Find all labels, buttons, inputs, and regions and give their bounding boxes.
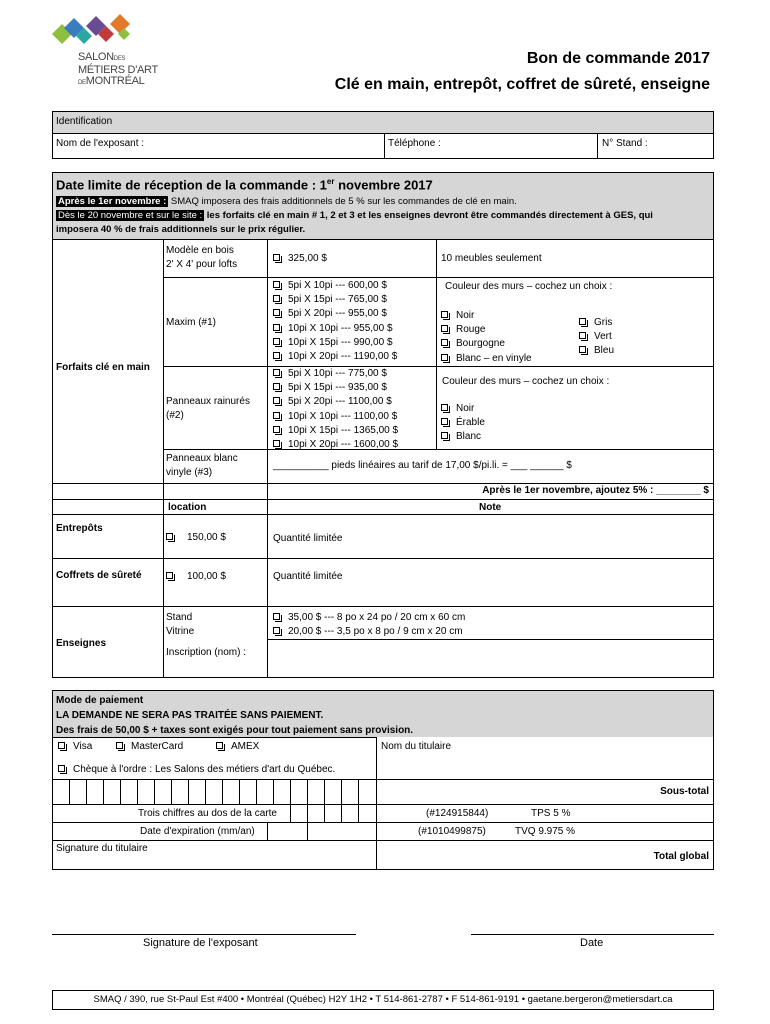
maxim-option-6[interactable]: 10pi X 20pi --- 1190,00 $ xyxy=(273,350,397,364)
rainures-option-6[interactable]: 10pi X 20pi --- 1600,00 $ xyxy=(273,438,398,452)
phone-field[interactable]: Téléphone : xyxy=(388,138,441,149)
mastercard-option[interactable]: MasterCard xyxy=(116,741,183,752)
maxim-colors-right[interactable] xyxy=(579,316,614,359)
enseignes-label: Enseignes xyxy=(56,638,107,649)
inscription-field[interactable]: Inscription (nom) : xyxy=(166,647,247,658)
rainures-option-1[interactable]: 5pi X 10pi --- 775,00 $ xyxy=(273,367,398,381)
color-noir-2[interactable]: Noir xyxy=(441,402,485,416)
date-line[interactable] xyxy=(471,934,714,935)
payment-title: Mode de paiement xyxy=(56,695,144,706)
tps-label: TPS 5 % xyxy=(531,808,571,819)
logo-mosaic-icon xyxy=(52,14,134,48)
maxim-wall-title: Couleur des murs – cochez un choix : xyxy=(445,281,613,292)
logo-line2: MÉTIERS D'ART xyxy=(78,64,158,76)
stand-number-field[interactable]: N° Stand : xyxy=(602,138,648,149)
deadline-title: Date limite de réception de la commande : 1er novembre 2017 xyxy=(56,177,433,193)
logo-line3-small: DE xyxy=(78,80,86,86)
color-erable[interactable]: Érable xyxy=(441,416,485,430)
entrepots-option[interactable]: 150,00 $ xyxy=(166,532,226,543)
footer xyxy=(52,990,714,1010)
tps-number: (#124915844) xyxy=(426,808,489,819)
color-gris[interactable]: Gris xyxy=(579,316,614,330)
deadline-line1: Après le 1er novembre : SMAQ imposera des frais additionnels de 5 % sur les commandes de clé en main. xyxy=(58,196,517,207)
col-note-header: Note xyxy=(479,502,502,513)
rainures-option-5[interactable]: 10pi X 15pi --- 1365,00 $ xyxy=(273,424,398,438)
model-bois-label: Modèle en bois 2' X 4' pour lofts xyxy=(166,245,238,271)
page-title: Bon de commande 2017 xyxy=(526,50,710,67)
checkbox[interactable] xyxy=(273,254,280,261)
exhibitor-signature-line[interactable] xyxy=(52,934,356,935)
page-subtitle: Clé en main, entrepôt, coffret de sûreté, enseigne xyxy=(334,76,710,93)
maxim-option-1[interactable]: 5pi X 10pi --- 600,00 $ xyxy=(273,279,397,293)
amex-option[interactable]: AMEX xyxy=(216,741,259,752)
cvv-label: Trois chiffres au dos de la carte xyxy=(138,808,277,819)
entrepots-note: Quantité limitée xyxy=(273,533,343,544)
maxim-option-2[interactable]: 5pi X 15pi --- 765,00 $ xyxy=(273,293,397,307)
expiry-label: Date d'expiration (mm/an) xyxy=(140,826,255,837)
maxim-option-3[interactable]: 5pi X 20pi --- 955,00 $ xyxy=(273,307,397,321)
visa-option[interactable]: Visa xyxy=(58,741,92,752)
enseignes-types: Stand Vitrine xyxy=(166,612,195,638)
color-noir[interactable]: Noir xyxy=(441,309,532,323)
payment-section xyxy=(52,690,714,870)
date-label: Date xyxy=(580,937,604,949)
maxim-colors-left[interactable] xyxy=(441,309,532,366)
identification-heading: Identification xyxy=(56,116,113,127)
rainures-options[interactable] xyxy=(273,367,398,452)
coffrets-note: Quantité limitée xyxy=(273,571,343,582)
rainures-option-3[interactable]: 5pi X 20pi --- 1100,00 $ xyxy=(273,395,398,409)
deadline-forfaits-section xyxy=(52,172,714,678)
maxim-options[interactable] xyxy=(273,279,397,364)
footer-text: SMAQ / 390, rue St-Paul Est #400 • Montréal (Québec) H2Y 1H2 • T 514-861-2787 • F 514-861-9191 • gaetane.bergeron@metiersdart.ca xyxy=(93,994,673,1005)
color-bourgogne[interactable]: Bourgogne xyxy=(441,337,532,351)
enseigne-stand-option[interactable]: 35,00 $ --- 8 po x 24 po / 20 cm x 60 cm xyxy=(273,611,465,625)
entrepots-label: Entrepôts xyxy=(56,523,103,534)
rainures-option-2[interactable]: 5pi X 15pi --- 935,00 $ xyxy=(273,381,398,395)
col-location-header: location xyxy=(168,502,207,513)
rainures-option-4[interactable]: 10pi X 10pi --- 1100,00 $ xyxy=(273,410,398,424)
color-blanc-vinyle[interactable]: Blanc – en vinyle xyxy=(441,352,532,366)
deadline-line3: imposera 40 % de frais additionnels sur le prix régulier. xyxy=(56,224,306,235)
color-blanc[interactable]: Blanc xyxy=(441,430,485,444)
rainures-colors[interactable] xyxy=(441,402,485,445)
vinyle-label: Panneaux blanc vinyle (#3) xyxy=(166,453,238,479)
model-bois-option[interactable]: 325,00 $ xyxy=(273,253,327,264)
logo-line3: MONTRÉAL xyxy=(85,75,145,87)
identification-section xyxy=(52,111,714,159)
coffrets-label: Coffrets de sûreté xyxy=(56,570,142,581)
logo xyxy=(52,14,182,94)
maxim-option-5[interactable]: 10pi X 15pi --- 990,00 $ xyxy=(273,336,397,350)
enseigne-vitrine-option[interactable]: 20,00 $ --- 3,5 po x 8 po / 9 cm x 20 cm xyxy=(273,625,465,639)
forfaits-label: Forfaits clé en main xyxy=(56,362,150,373)
holder-signature-field[interactable]: Signature du titulaire xyxy=(56,843,148,854)
late-fee-field[interactable]: Après le 1er novembre, ajoutez 5% : ________ $ xyxy=(482,485,709,496)
tvq-label: TVQ 9.975 % xyxy=(515,826,576,837)
tvq-number: (#1010499875) xyxy=(418,826,486,837)
color-rouge[interactable]: Rouge xyxy=(441,323,532,337)
payment-warning: LA DEMANDE NE SERA PAS TRAITÉE SANS PAIEMENT. xyxy=(56,710,324,721)
coffrets-option[interactable]: 100,00 $ xyxy=(166,571,226,582)
payment-fees: Des frais de 50,00 $ + taxes sont exigés pour tout paiement sans provision. xyxy=(56,725,414,736)
logo-line1: SALON xyxy=(78,51,114,63)
holder-name-field[interactable]: Nom du titulaire xyxy=(381,741,452,752)
rainures-wall-title: Couleur des murs – cochez un choix : xyxy=(442,376,610,387)
color-vert[interactable]: Vert xyxy=(579,330,614,344)
color-bleu[interactable]: Bleu xyxy=(579,344,614,358)
vinyle-linear-feet-field[interactable]: __________ pieds linéaires au tarif de 17,00 $/pi.li. = ___ ______ $ xyxy=(273,460,572,471)
cheque-option[interactable]: Chèque à l'ordre : Les Salons des métiers d'art du Québec. xyxy=(58,764,335,775)
model-bois-note: 10 meubles seulement xyxy=(441,253,542,264)
maxim-label: Maxim (#1) xyxy=(166,317,217,328)
maxim-option-4[interactable]: 10pi X 10pi --- 955,00 $ xyxy=(273,322,397,336)
exhibitor-signature-label: Signature de l'exposant xyxy=(143,937,258,949)
logo-line1-small: DES xyxy=(113,56,126,62)
rainures-label: Panneaux rainurés (#2) xyxy=(166,396,250,422)
deadline-line2: Dès le 20 novembre et sur le site : les forfaits clé en main # 1, 2 et 3 et les enseignes devront être commandés directement à GES, qui xyxy=(58,210,653,221)
subtotal-label: Sous-total xyxy=(660,786,709,797)
exhibitor-name-field[interactable]: Nom de l'exposant : xyxy=(56,138,145,149)
enseignes-options[interactable] xyxy=(273,611,465,639)
total-label: Total global xyxy=(653,851,709,862)
